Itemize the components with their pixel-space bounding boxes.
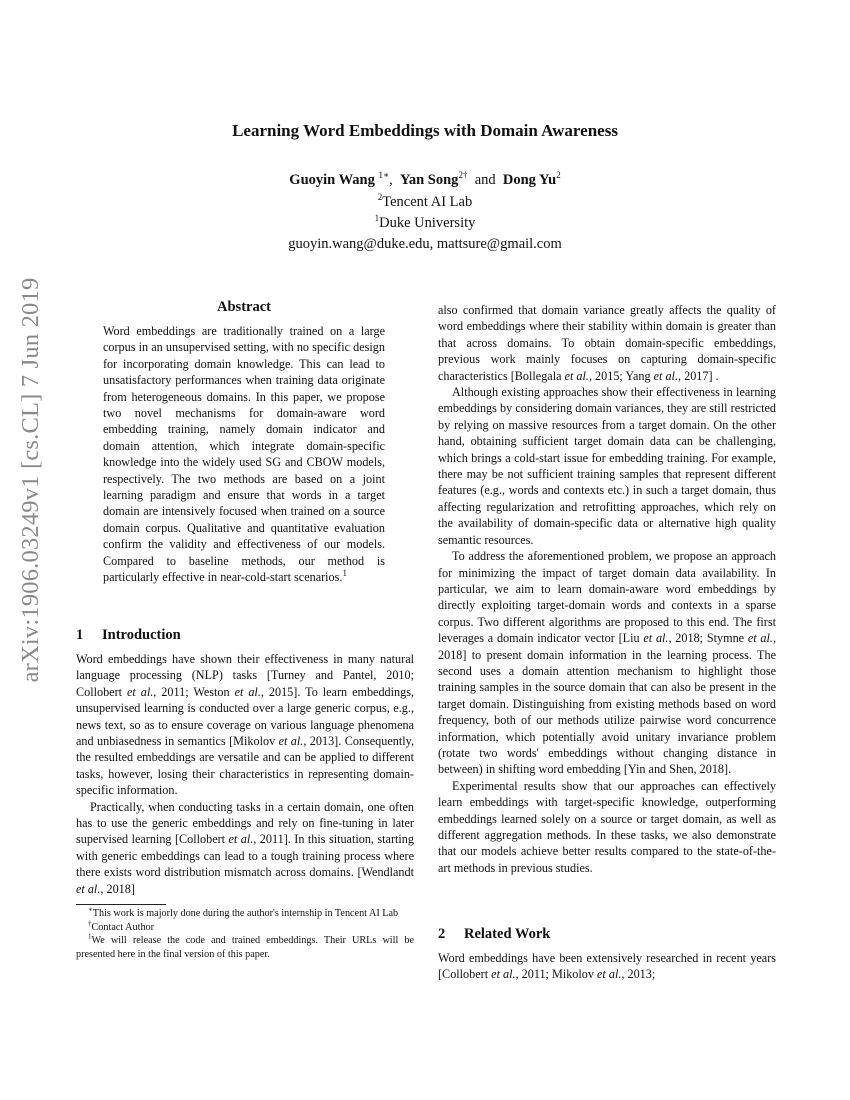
paragraph: Word embeddings have shown their effectiveness in many natural language processing (NLP) tasks [Turney and Pantel, 2010; Collobert et al., 2011; Weston et al., 2015]. To learn embeddings, unsupervised learning is conducted over a large generic corpus, e.g., news text, so as to ensure coverage on various language phenomena and unbiasedness in semantics [Mikolov et al., 2013]. Consequently, the resulted embeddings are versatile and can be applied to different tasks, however, losing their characteristics in representing domain-specific information.	[76, 652, 415, 798]
section-number: 1	[76, 627, 84, 643]
arxiv-stamp	[6, 277, 56, 683]
author-name: Guoyin Wang	[289, 172, 375, 188]
author-separator: ,	[389, 172, 393, 188]
paragraph: Although existing approaches show their effectiveness in learning embeddings by considering domain variances, they are still restricted by relying on massive resources from a target domain. On the other hand, obtaining sufficient target domain data can be challenging, which brings a cold-start issue for embedding training. For example, there may be not sufficient training samples that represent different features (e.g., words and contexts etc.) in such a target domain, thus affecting regularization and retrofitting approaches, which rely on the availability of domain-specific data or alternative high quality semantic resources.	[438, 385, 776, 547]
abstract-text: Word embeddings are traditionally trained on a large corpus in an unsupervised setting, with no specific design for incorporating domain knowledge. This can lead to unsatisfactory performances when training data originate from heterogeneous domains. In this paper, we propose two novel mechanisms for domain-aware word embedding training, namely domain indicator and domain attention, which integrate domain-specific knowledge into the widely used SG and CBOW models, respectively. The two methods are based on a joint learning paradigm and ensure that words in a target domain are intensively focused when trained on a source domain corpus. Qualitative and quantitative evaluation confirm the validity and effectiveness of our models. Compared to baseline methods, our method is particularly effective in near-cold-start scenarios.	[103, 324, 385, 585]
footnote: ∗This work is majorly done during the author's internship in Tencent AI Lab	[88, 905, 399, 919]
author-line	[0, 172, 850, 189]
related-work-body	[438, 950, 776, 983]
author-mark: 2	[556, 170, 561, 181]
author-mark: 1∗	[378, 170, 390, 181]
abstract-body	[103, 323, 385, 586]
affiliation-mark: 1	[374, 213, 380, 224]
affiliation-name: Duke University	[379, 215, 476, 231]
author-and: and	[474, 172, 496, 188]
affiliation	[0, 215, 850, 232]
author-mark: 2†	[458, 170, 468, 181]
section-title: Introduction	[102, 627, 181, 643]
paragraph: Practically, when conducting tasks in a certain domain, one often has to use the generic embeddings and rely on fine-tuning in later supervised learning [Collobert et al., 2011]. In this situation, starting with generic embeddings can lead to a tough training process where there exists word distribution mismatch across domains. [Wendlandt et al., 2018]	[76, 799, 414, 896]
footnote-ref: 1	[342, 568, 347, 579]
paper-title: Learning Word Embeddings with Domain Awareness	[232, 121, 618, 140]
paragraph: also confirmed that domain variance greatly affects the quality of word embeddings where their stability within domain is greater than that across domains. To obtain domain-specific embeddings, previous work mainly focuses on capturing domain-specific characteristics [Bollegala et al., 2015; Yang et al., 2017] .	[438, 303, 776, 383]
paragraph: To address the aforementioned problem, we propose an approach for minimizing the impact of target domain data availability. In particular, we aim to learn domain-aware word embeddings by directly exploiting target-domain words and contexts in a sparse corpus. Two different algorithms are proposed to this end. The first leverages a domain indicator vector [Liu et al., 2018; Stymne et al., 2018] to present domain information in the learning process. The second uses a domain attention mechanism to highlight those training samples in the source domain that can also be present in the target domain. Distinguishing from existing methods based on word frequency, both of our methods utilize pairwise word concurrence information, which potentially avoid unitary invariance problem (rotate two words' embeddings without changing distance in between) in shifting word embedding [Yin and Shen, 2018].	[438, 549, 777, 777]
section-heading-related-work	[438, 926, 550, 943]
author-name: Yan Song	[400, 172, 459, 188]
paragraph: Word embeddings have been extensively researched in recent years [Collobert et al., 2011; Mikolov et al., 2013;	[438, 951, 776, 982]
section-heading-introduction	[76, 627, 181, 644]
author-name: Dong Yu	[502, 172, 557, 188]
arxiv-id: arXiv:1906.03249v1 [cs.CL] 7 Jun 2019	[17, 277, 44, 683]
right-column-body	[438, 302, 776, 876]
affiliation-name: Tencent AI Lab	[382, 194, 473, 210]
section-title: Related Work	[464, 926, 551, 942]
footnotes	[76, 907, 414, 961]
section-number: 2	[438, 926, 446, 942]
paragraph: Experimental results show that our approaches can effectively learn embeddings with target-specific knowledge, outperforming embeddings learned solely on a source or target domain, as well as different aggregation methods. In these tasks, we also demonstrate that our models achieve better results compared to the state-of-the-art methods in previous studies.	[438, 778, 776, 875]
footnote: $^1$We will release the code and trained embeddings. Their URLs will be presented here in the final version of this paper.	[76, 932, 414, 960]
author-emails: guoyin.wang@duke.edu, mattsure@gmail.com	[288, 236, 562, 252]
footnote: †Contact Author	[88, 919, 155, 933]
intro-body	[76, 651, 414, 897]
affiliation-mark: 2	[377, 192, 383, 203]
affiliation	[0, 194, 850, 211]
abstract-heading: Abstract	[217, 299, 271, 315]
